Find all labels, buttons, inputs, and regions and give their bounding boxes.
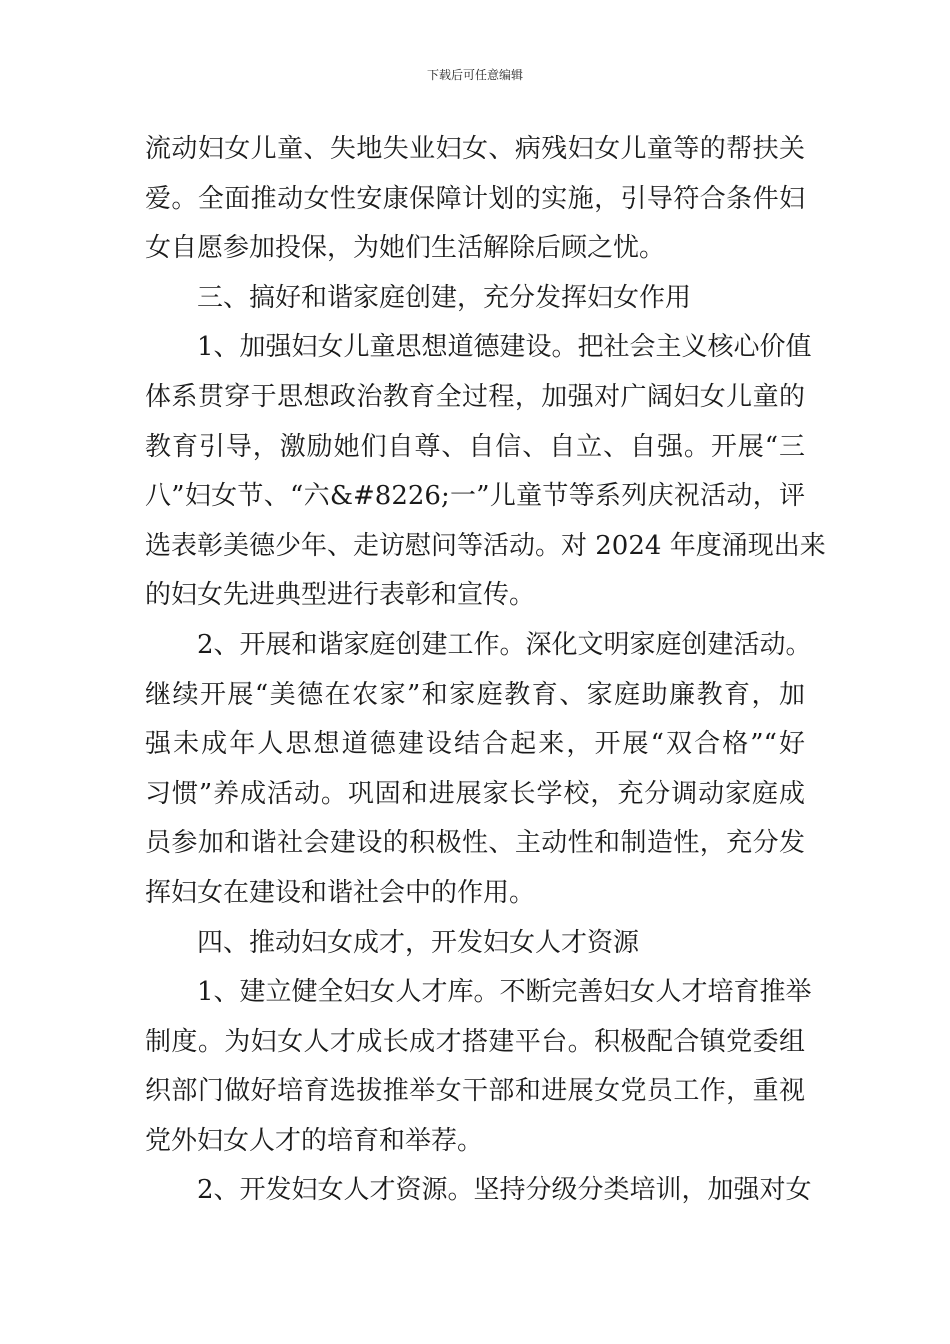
paragraph-line: 员参加和谐社会建设的积极性、主动性和制造性，充分发 xyxy=(145,828,805,859)
paragraph-line: 党外妇女人才的培育和举荐。 xyxy=(145,1125,484,1156)
paragraph-continuation xyxy=(145,125,805,274)
paragraph-line: 习惯”养成活动。巩固和进展家长学校，充分调动家庭成 xyxy=(145,778,805,809)
section-heading-3 xyxy=(145,274,805,324)
paragraph-line: 2、开展和谐家庭创建工作。深化文明家庭创建活动。 xyxy=(197,629,812,660)
paragraph-line: 的妇女先进典型进行表彰和宣传。 xyxy=(145,580,536,611)
paragraph-3-1 xyxy=(145,323,826,621)
section-heading-4 xyxy=(145,919,805,969)
paragraph-line: 流动妇女儿童、失地失业妇女、病残妇女儿童等的帮扶关 xyxy=(145,134,805,164)
paragraph-line: 1、建立健全妇女人才库。不断完善妇女人才培育推举 xyxy=(197,977,812,1008)
paragraph-line: 选表彰美德少年、走访慰问等活动。对 2024 年度涌现出来 xyxy=(145,530,826,561)
paragraph-line: 1、加强妇女儿童思想道德建设。把社会主义核心价值 xyxy=(197,332,812,363)
paragraph-3-2 xyxy=(145,621,812,919)
paragraph-line: 强未成年人思想道德建设结合起来，开展“双合格”“好 xyxy=(145,729,805,760)
paragraph-line: 女自愿参加投保，为她们生活解除后顾之忧。 xyxy=(145,233,666,264)
section-heading-line: 三、搞好和谐家庭创建，充分发挥妇女作用 xyxy=(197,282,692,313)
paragraph-4-1 xyxy=(145,968,812,1166)
paragraph-line: 织部门做好培育选拔推举女干部和进展女党员工作，重视 xyxy=(145,1076,805,1107)
paragraph-line: 体系贯穿于思想政治教育全过程，加强对广阔妇女儿童的 xyxy=(145,381,805,412)
paragraph-line: 2、开发妇女人才资源。坚持分级分类培训，加强对女 xyxy=(197,1175,812,1206)
paragraph-line: 八”妇女节、“六&#8226;一”儿童节等系列庆祝活动，评 xyxy=(145,481,805,512)
paragraph-line: 制度。为妇女人才成长成才搭建平台。积极配合镇党委组 xyxy=(145,1026,805,1057)
paragraph-4-2 xyxy=(145,1166,812,1216)
section-heading-line: 四、推动妇女成才，开发妇女人才资源 xyxy=(197,927,640,958)
paragraph-line: 教育引导，激励她们自尊、自信、自立、自强。开展“三 xyxy=(145,431,805,462)
page-header: 下载后可任意编辑 xyxy=(426,68,523,82)
paragraph-line: 挥妇女在建设和谐社会中的作用。 xyxy=(145,877,536,908)
document-body xyxy=(145,125,826,1216)
paragraph-line: 爱。全面推动女性安康保障计划的实施，引导符合条件妇 xyxy=(145,183,805,214)
paragraph-line: 继续开展“美德在农家”和家庭教育、家庭助廉教育，加 xyxy=(145,679,805,710)
